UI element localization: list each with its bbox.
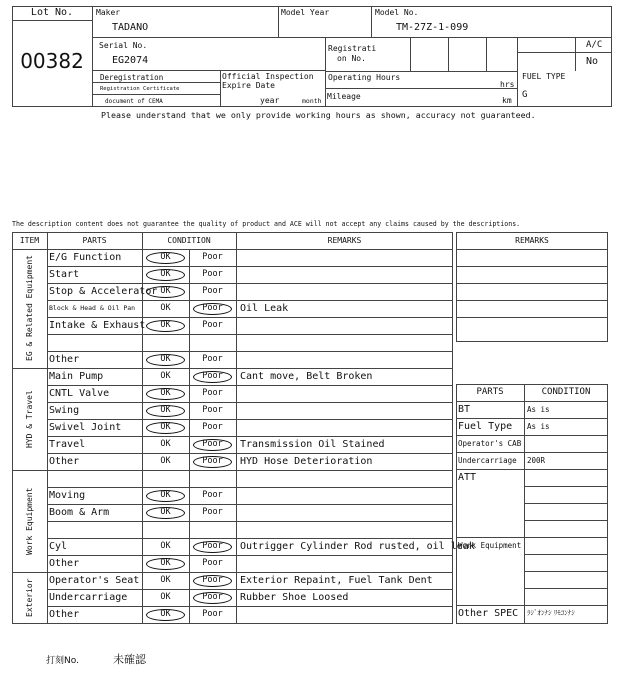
maker-label: Maker: [96, 8, 121, 17]
part-name: Swivel Joint: [49, 422, 122, 433]
part-name: Boom & Arm: [49, 507, 110, 518]
column-divider: [47, 232, 48, 624]
deregistration-label: Deregistration: [100, 73, 164, 82]
disclaimer: The description content does not guarantee the quality of product and ACE will not accept any claims caused by the descriptions.: [12, 220, 521, 228]
year-label: year: [260, 96, 280, 105]
row-divider: [456, 266, 608, 267]
part-name: Block & Head & Oil Pan: [49, 304, 136, 312]
lot-label: Lot No.: [30, 7, 74, 18]
km-label: km: [502, 96, 512, 105]
stamp-value: 未確認: [113, 653, 146, 666]
month-label: month: [302, 97, 322, 105]
poor-option[interactable]: Poor: [202, 558, 223, 568]
remark-text: Rubber Shoe Loosed: [240, 592, 349, 603]
column-divider: [236, 232, 237, 624]
remark-text: HYD Hose Deterioration: [240, 456, 373, 467]
poor-option[interactable]: Poor: [202, 269, 223, 279]
remark-text: Outrigger Cylinder Rod rusted, oil leak: [240, 541, 475, 552]
poor-selected-circle: [193, 456, 232, 468]
ok-option[interactable]: OK: [160, 592, 171, 602]
poor-option[interactable]: Poor: [202, 303, 223, 313]
col-condition-header: CONDITION: [167, 236, 211, 245]
spec-part: ATT: [458, 472, 477, 483]
registration-label-1: Registrati: [328, 44, 377, 53]
remark-text: Exterior Repaint, Fuel Tank Dent: [240, 575, 433, 586]
ok-option[interactable]: OK: [160, 541, 171, 551]
ok-option[interactable]: OK: [160, 269, 171, 279]
part-name: CNTL Valve: [49, 388, 110, 399]
poor-option[interactable]: Poor: [202, 422, 223, 432]
row-divider: [47, 334, 453, 335]
poor-option[interactable]: Poor: [202, 609, 223, 619]
model-year-label: Model Year: [281, 8, 330, 17]
ok-selected-circle: [146, 252, 185, 264]
serial-label: Serial No.: [99, 41, 148, 50]
group-label: Work Equipment: [25, 487, 34, 555]
poor-option[interactable]: Poor: [202, 354, 223, 364]
ok-option[interactable]: OK: [160, 354, 171, 364]
poor-option[interactable]: Poor: [202, 507, 223, 517]
model-no-label: Model No.: [375, 8, 419, 17]
ok-option[interactable]: OK: [160, 371, 171, 381]
reg-cert-label: Registration Certificate: [100, 86, 180, 92]
ok-selected-circle: [146, 320, 185, 332]
hours-notice: Please understand that we only provide working hours as shown, accuracy not guaranteed.: [101, 110, 536, 120]
ok-selected-circle: [146, 558, 185, 570]
fuel-type-label: FUEL TYPE: [522, 72, 566, 81]
part-name: Moving: [49, 490, 86, 501]
poor-option[interactable]: Poor: [202, 456, 223, 466]
part-name: E/G Function: [49, 252, 122, 263]
poor-option[interactable]: Poor: [202, 388, 223, 398]
poor-option[interactable]: Poor: [202, 592, 223, 602]
group-divider: [12, 470, 453, 471]
part-name: Other: [49, 558, 80, 569]
hrs-label: hrs: [500, 80, 515, 89]
row-divider: [524, 486, 608, 487]
spec-condition: As is: [527, 405, 550, 414]
registration-label-2: on No.: [337, 54, 366, 63]
ok-option[interactable]: OK: [160, 439, 171, 449]
fuel-type-value: G: [522, 90, 528, 100]
part-name: Other: [49, 456, 80, 467]
ok-option[interactable]: OK: [160, 507, 171, 517]
poor-option[interactable]: Poor: [202, 405, 223, 415]
model-no-value: TM-27Z-1-099: [396, 22, 469, 33]
col-remarks-header: REMARKS: [327, 236, 362, 245]
lot-number: 00382: [20, 49, 84, 73]
poor-option[interactable]: Poor: [202, 371, 223, 381]
ok-selected-circle: [146, 609, 185, 621]
part-name: Intake & Exhaust: [49, 320, 146, 331]
operating-hours-label: Operating Hours: [328, 73, 401, 82]
inspection-label-1: Official Inspection: [222, 72, 314, 81]
spec-part: Operator's CAB: [458, 439, 522, 448]
row-divider: [524, 554, 608, 555]
spec-part: Undercarriage: [458, 456, 517, 465]
ok-option[interactable]: OK: [160, 490, 171, 500]
poor-option[interactable]: Poor: [202, 541, 223, 551]
group-label: Exterior: [25, 578, 34, 617]
poor-selected-circle: [193, 303, 232, 315]
row-divider: [456, 249, 608, 250]
part-name: Other: [49, 609, 80, 620]
ok-selected-circle: [146, 405, 185, 417]
ac-label: A/C: [586, 40, 603, 50]
part-name: Start: [49, 269, 80, 280]
ok-selected-circle: [146, 269, 185, 281]
ok-selected-circle: [146, 388, 185, 400]
poor-selected-circle: [193, 575, 232, 587]
ok-selected-circle: [146, 286, 185, 298]
ok-option[interactable]: OK: [160, 558, 171, 568]
remark-text: Cant move, Belt Broken: [240, 371, 373, 382]
row-divider: [456, 300, 608, 301]
ok-option[interactable]: OK: [160, 320, 171, 330]
part-name: Main Pump: [49, 371, 104, 382]
poor-option[interactable]: Poor: [202, 286, 223, 296]
row-divider: [456, 283, 608, 284]
inspection-label-2: Expire Date: [222, 81, 275, 90]
poor-option[interactable]: Poor: [202, 490, 223, 500]
ac-value: No: [586, 56, 599, 67]
condition-header: CONDITION: [541, 387, 591, 397]
ok-selected-circle: [146, 354, 185, 366]
poor-selected-circle: [193, 541, 232, 553]
ok-option[interactable]: OK: [160, 609, 171, 619]
ok-option[interactable]: OK: [160, 422, 171, 432]
part-name: Undercarriage: [49, 592, 128, 603]
parts-header: PARTS: [476, 387, 504, 397]
stamp-label: 打刻No.: [46, 656, 79, 666]
mileage-label: Mileage: [327, 92, 361, 101]
row-divider: [456, 317, 608, 318]
row-divider: [524, 588, 608, 589]
spec-condition: 200R: [527, 456, 546, 465]
spec-part: Work Equipment: [458, 541, 522, 550]
maker-value: TADANO: [112, 22, 149, 33]
ok-selected-circle: [146, 422, 185, 434]
group-divider: [12, 623, 453, 624]
row-divider: [524, 520, 608, 521]
row-divider: [524, 571, 608, 572]
remarks-table: [456, 232, 608, 342]
ok-selected-circle: [146, 507, 185, 519]
poor-option[interactable]: Poor: [202, 439, 223, 449]
part-name: Swing: [49, 405, 80, 416]
col-item-header: ITEM: [19, 236, 40, 245]
col-parts-header: PARTS: [82, 236, 107, 245]
row-divider: [47, 521, 453, 522]
cema-label: document of CEMA: [105, 98, 163, 105]
poor-selected-circle: [193, 371, 232, 383]
part-name: Other: [49, 354, 80, 365]
remark-text: Transmission Oil Stained: [240, 439, 385, 450]
remarks-header: REMARKS: [515, 236, 549, 245]
part-name: Stop & Accelerator: [49, 286, 158, 297]
poor-option[interactable]: Poor: [202, 320, 223, 330]
ok-option[interactable]: OK: [160, 575, 171, 585]
spec-part: Fuel Type: [458, 421, 513, 432]
ok-option[interactable]: OK: [160, 286, 171, 296]
poor-option[interactable]: Poor: [202, 575, 223, 585]
ok-option[interactable]: OK: [160, 388, 171, 398]
serial-value: EG2074: [112, 55, 149, 66]
spec-condition: As is: [527, 422, 550, 431]
group-label: HYD & Travel: [25, 390, 34, 448]
spec-part: Other SPEC: [458, 608, 519, 619]
spec-part: BT: [458, 404, 471, 415]
part-name: Operator's Seat: [49, 575, 140, 586]
part-name: Cyl: [49, 541, 68, 552]
ok-option[interactable]: OK: [160, 405, 171, 415]
ok-option[interactable]: OK: [160, 456, 171, 466]
ok-option[interactable]: OK: [160, 252, 171, 262]
poor-selected-circle: [193, 439, 232, 451]
parts-condition-table: [456, 384, 608, 624]
group-label: EG & Related Equipment: [25, 255, 34, 362]
poor-selected-circle: [193, 592, 232, 604]
poor-option[interactable]: Poor: [202, 252, 223, 262]
ok-selected-circle: [146, 490, 185, 502]
row-divider: [524, 503, 608, 504]
ok-option[interactable]: OK: [160, 303, 171, 313]
spec-condition: ﾗｼﾞｵﾝﾅｼ ﾘﾓｺﾝﾅｼ: [527, 609, 575, 617]
remark-text: Oil Leak: [240, 303, 289, 314]
part-name: Travel: [49, 439, 86, 450]
